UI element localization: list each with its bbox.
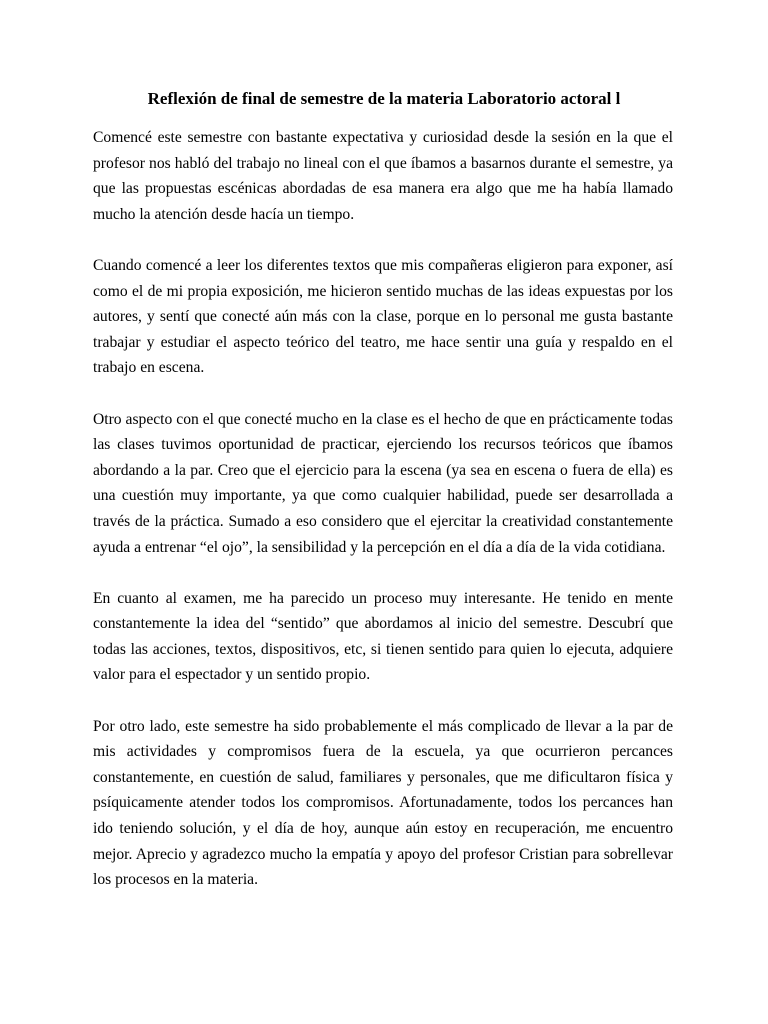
document-title: Reflexión de final de semestre de la materia Laboratorio actoral l — [147, 89, 621, 108]
paragraph-5: Por otro lado, este semestre ha sido probablemente el más complicado de llevar a la par de mis actividades y compromisos fuera de la escuela, ya que ocurrieron percances constantemente, en cuestión de salud, familiares y personales, que me dificultaron física y psíquicamente atender todos los compromisos. Afortunadamente, todos los percances han ido teniendo solución, y el día de hoy, aunque aún estoy en recuperación, me encuentro mejor. Aprecio y agradezco mucho la empatía y apoyo del profesor Cristian para sobrellevar los procesos en la materia. — [93, 717, 673, 889]
paragraph-4: En cuanto al examen, me ha parecido un proceso muy interesante. He tenido en mente constantemente la idea del “sentido” que abordamos al inicio del semestre. Descubrí que todas las acciones, textos, dispositivos, etc, si tienen sentido para quien lo ejecuta, adquiere valor para el espectador y un sentido propio. — [93, 589, 673, 684]
paragraph-3: Otro aspecto con el que conecté mucho en la clase es el hecho de que en prácticamente todas las clases tuvimos oportunidad de practicar, ejerciendo los recursos teóricos que íbamos abordando a la par. Creo que el ejercicio para la escena (ya sea en escena o fuera de ella) es una cuestión muy importante, ya que como cualquier habilidad, puede ser desarrollada a través de la práctica. Sumado a eso considero que el ejercitar la creatividad constantemente ayuda a entrenar “el ojo”, la sensibilidad y la percepción en el día a día de la vida cotidiana. — [93, 410, 673, 556]
paragraph-2: Cuando comencé a leer los diferentes textos que mis compañeras eligieron para exponer, así como el de mi propia exposición, me hicieron sentido muchas de las ideas expuestas por los autores, y sentí que conecté aún más con la clase, porque en lo personal me gusta bastante trabajar y estudiar el aspecto teórico del teatro, me hace sentir una guía y respaldo en el trabajo en escena. — [93, 256, 673, 377]
document-body — [93, 125, 673, 918]
paragraph-1: Comencé este semestre con bastante expectativa y curiosidad desde la sesión en la que el profesor nos habló del trabajo no lineal con el que íbamos a basarnos durante el semestre, ya que las propuestas escénicas abordadas de esa manera era algo que me ha había llamado mucho la atención desde hacía un tiempo. — [93, 129, 673, 223]
